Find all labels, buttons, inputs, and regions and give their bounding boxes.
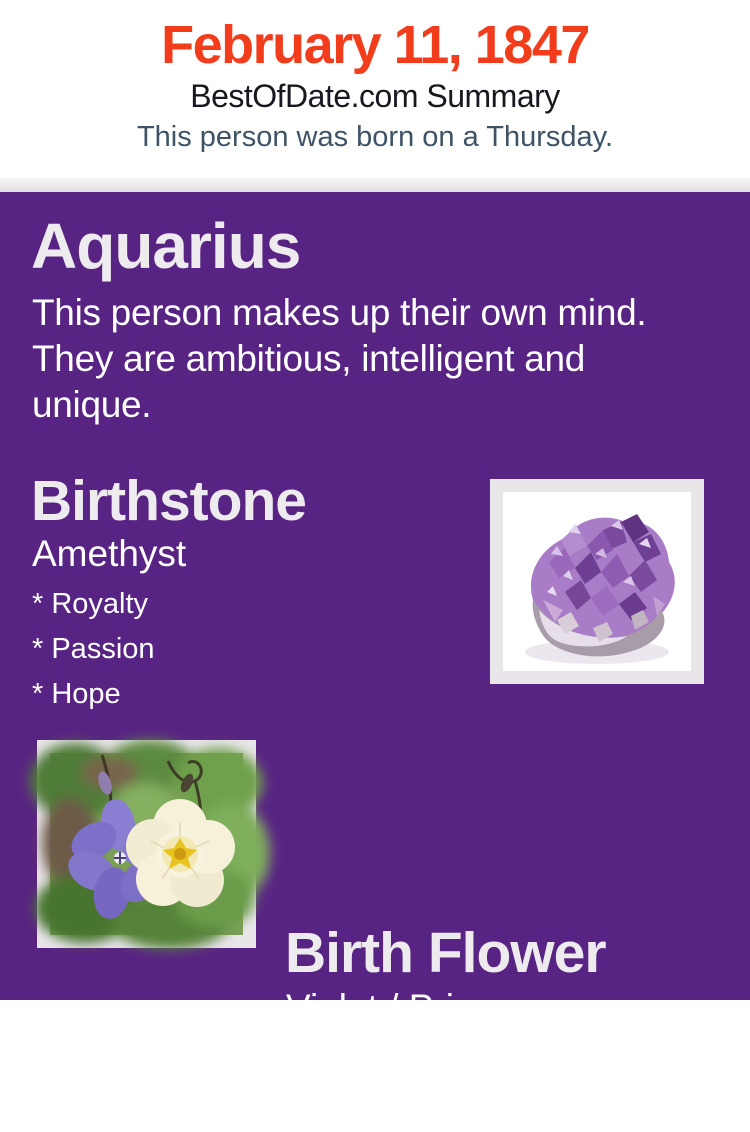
site-summary-subtitle: BestOfDate.com Summary (190, 78, 560, 114)
violet-primrose-illustration (50, 753, 243, 935)
birthstone-name: Amethyst (32, 533, 187, 574)
zodiac-sign-heading: Aquarius (31, 210, 301, 282)
birthstone-trait: * Passion (32, 633, 155, 665)
birth-flower-name: Violet / Primrose (286, 987, 557, 1028)
header (0, 0, 750, 178)
birthstone-trait: * Royalty (32, 588, 149, 620)
birth-flower-heading: Birth Flower (285, 921, 606, 985)
birth-flower-trait-list (286, 1042, 462, 1132)
amethyst-photo (490, 479, 704, 684)
page-title: February 11, 1847 (161, 15, 589, 75)
birth-flower-photo (37, 740, 256, 948)
birth-flower-trait: * Faithfulness (286, 1093, 462, 1125)
zodiac-description: This person makes up their own mind. They are ambitious, intelligent and unique. (32, 292, 647, 425)
birthstone-heading: Birthstone (31, 469, 306, 533)
divider-bar (0, 178, 750, 192)
weekday-note: This person was born on a Thursday. (136, 121, 614, 153)
amethyst-crystal-illustration (503, 492, 691, 671)
birthstone-trait-list (32, 582, 155, 717)
birth-flower-trait: * Modesty (286, 1048, 415, 1080)
summary-body (0, 192, 750, 1125)
birthstone-trait: * Hope (32, 678, 121, 710)
